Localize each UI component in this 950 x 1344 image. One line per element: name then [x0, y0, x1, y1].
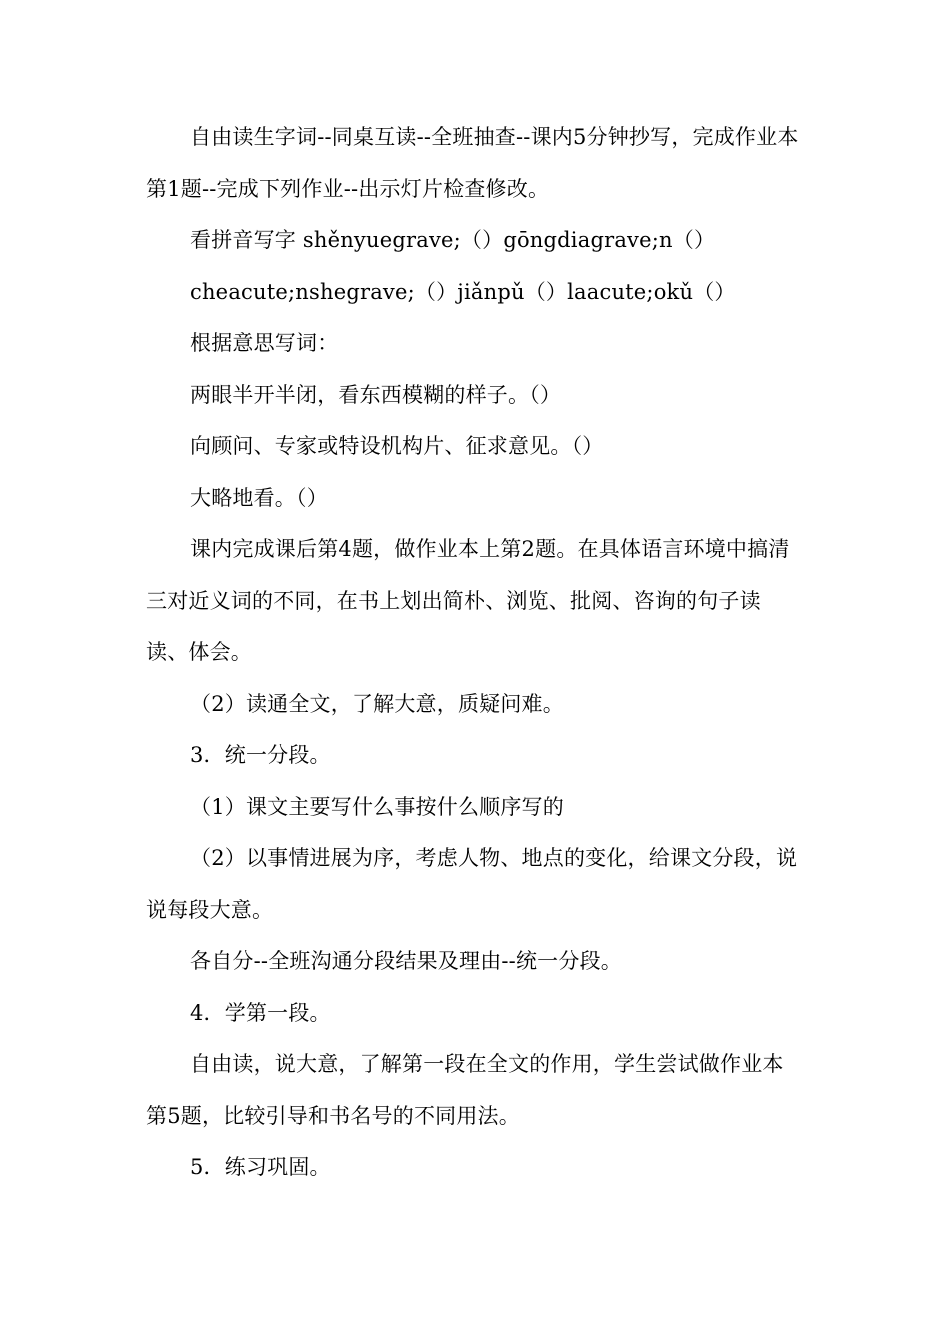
- paragraph-14: 4．学第一段。: [190, 1000, 331, 1025]
- paragraph-2: 看拼音写字 shěnyuegrave;（）gōngdiagrave;n（）: [190, 228, 716, 252]
- paragraph-9: （2）读通全文，了解大意，质疑问难。: [190, 691, 564, 716]
- paragraph-15: 自由读，说大意，了解第一段在全文的作用，学生尝试做作业本第5题，比较引导和书名号的不同用法。: [146, 1052, 784, 1128]
- document-body: [146, 112, 802, 1194]
- paragraph-11: （1）课文主要写什么事按什么顺序写的: [190, 794, 564, 819]
- paragraph-7: 大略地看。（）: [190, 485, 328, 510]
- paragraph-1: 自由读生字词--同桌互读--全班抽查--课内5分钟抄写，完成作业本第1题--完成下列作业--出示灯片检查修改。: [146, 125, 799, 201]
- paragraph-5: 两眼半开半闭，看东西模糊的样子。（）: [190, 382, 562, 407]
- paragraph-12: （2）以事情进展为序，考虑人物、地点的变化，给课文分段，说说每段大意。: [146, 846, 798, 922]
- paragraph-6: 向顾问、专家或特设机构片、征求意见。（）: [190, 434, 604, 458]
- paragraph-10: 3．统一分段。: [190, 743, 331, 767]
- paragraph-3: cheacute;nshegrave;（）jiǎnpǔ（）laacute;okǔ（）: [190, 279, 736, 304]
- paragraph-16: 5．练习巩固。: [190, 1155, 331, 1179]
- paragraph-13: 各自分--全班沟通分段结果及理由--统一分段。: [190, 949, 622, 973]
- paragraph-4: 根据意思写词：: [190, 331, 339, 355]
- paragraph-8: 课内完成课后第4题，做作业本上第2题。在具体语言环境中搞清三对近义词的不同，在书上划出简朴、浏览、批阅、咨询的句子读读、体会。: [146, 537, 790, 664]
